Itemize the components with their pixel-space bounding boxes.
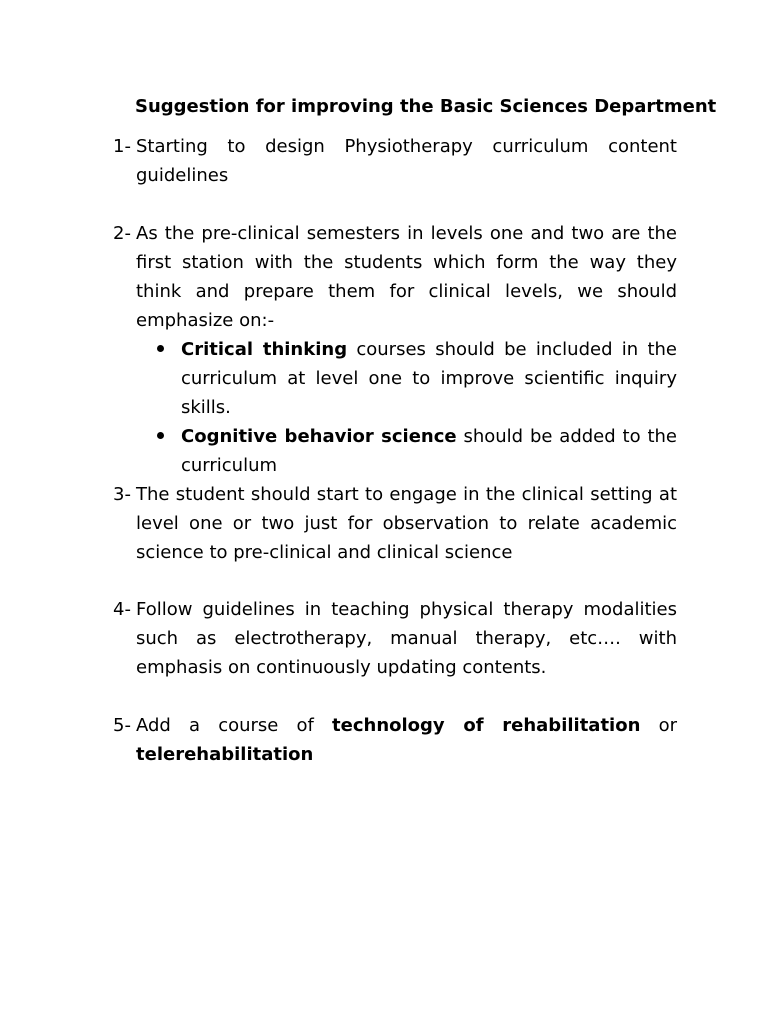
bullet-list bbox=[136, 335, 677, 480]
bullet-text: courses should be included in the curriculum at level one to improve scientific inquiry skills. bbox=[181, 339, 678, 418]
item-number: 4- bbox=[113, 599, 131, 620]
item-number: 3- bbox=[113, 484, 131, 505]
bullet-bold: Cognitive behavior science bbox=[181, 426, 457, 447]
document-title: Suggestion for improving the Basic Sciences Department bbox=[135, 96, 717, 117]
list-item-3 bbox=[113, 480, 677, 567]
list-item-5 bbox=[113, 711, 677, 769]
bullet-icon bbox=[157, 432, 164, 439]
item-bold-technology: technology of rehabilitation bbox=[332, 715, 641, 736]
item-bold-telerehabilitation: telerehabilitation bbox=[136, 744, 314, 765]
bullet-bold: Critical thinking bbox=[181, 339, 348, 360]
bullet-text: should be added to the curriculum bbox=[181, 426, 677, 476]
item-text-mid: or bbox=[640, 715, 677, 736]
list-item-2 bbox=[113, 219, 677, 480]
item-text: The student should start to engage in the clinical setting at level one or two just for observation to relate academic science to pre-clinical and clinical science bbox=[136, 484, 677, 563]
bullet-item bbox=[136, 335, 677, 422]
list-item-4 bbox=[113, 595, 677, 682]
list-item-1 bbox=[113, 132, 677, 190]
item-number: 2- bbox=[113, 223, 131, 244]
item-text: As the pre-clinical semesters in levels one and two are the first station with the students which form the way they think and prepare them for clinical levels, we should emphasize on:- bbox=[136, 223, 677, 331]
bullet-icon bbox=[157, 345, 164, 352]
bullet-item bbox=[136, 422, 677, 480]
item-text: Starting to design Physiotherapy curriculum content guidelines bbox=[136, 136, 677, 186]
item-number: 1- bbox=[113, 136, 131, 157]
item-number: 5- bbox=[113, 715, 131, 736]
item-text-prefix: Add a course of bbox=[136, 715, 333, 736]
item-text bbox=[136, 711, 677, 769]
item-text: Follow guidelines in teaching physical therapy modalities such as electrotherapy, manual therapy, etc…. with emphasis on continuously updating contents. bbox=[136, 599, 677, 678]
